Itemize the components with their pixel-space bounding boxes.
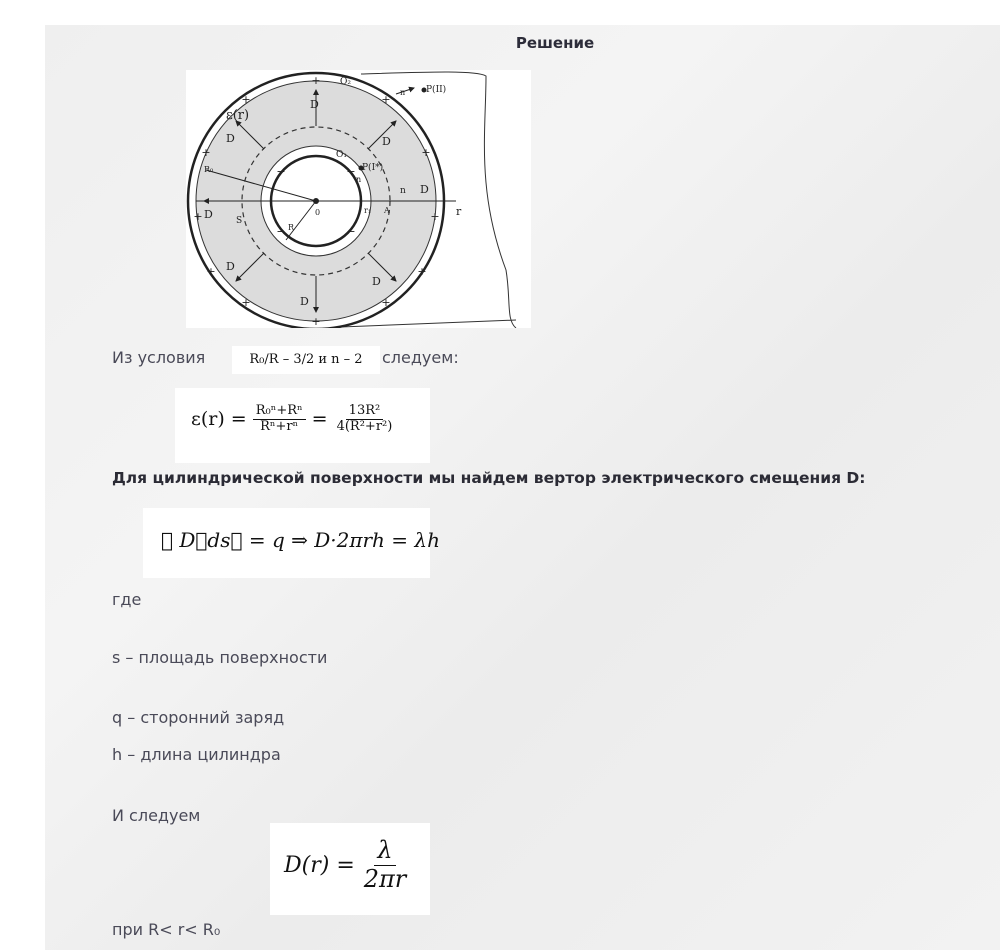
permittivity-formula: [175, 388, 430, 463]
svg-text:+: +: [430, 210, 440, 223]
point-p2-label: P(II): [426, 85, 447, 95]
svg-text:−: −: [346, 225, 356, 238]
svg-text:+: +: [421, 146, 431, 159]
normal-n1-label: n: [356, 175, 362, 184]
svg-text:+: +: [193, 210, 203, 223]
formula1-frac2-den: 4(R²+r²): [336, 418, 393, 434]
vector-d-label: D: [420, 183, 429, 196]
list-item: h – длина цилиндра: [112, 745, 281, 764]
formula2-text: ∮ D⃗ds⃗ = q ⇒ D·2πrh = λh: [161, 528, 440, 552]
svg-text:+: +: [241, 93, 251, 106]
vector-d-label: D: [310, 98, 319, 111]
section-heading: Для цилиндрической поверхности мы найдем вертор электрического смещения D:: [112, 469, 866, 487]
point-p1-label: P(I*): [362, 163, 384, 173]
vector-d-label: D: [226, 260, 235, 273]
formula1-frac2-num: 13R²: [346, 404, 384, 420]
formula1-eq: =: [311, 408, 328, 431]
formula1-frac1-den: Rⁿ+rⁿ: [260, 418, 299, 434]
svg-text:+: +: [311, 315, 321, 328]
normal-n2-label: n: [400, 88, 406, 97]
formula3-lhs: D(r) =: [284, 852, 355, 878]
svg-text:+: +: [417, 265, 427, 278]
displacement-result-formula: [270, 823, 430, 915]
formula3-num: λ: [374, 837, 395, 866]
point-a-label: A: [384, 206, 390, 215]
and-follows-label: И следуем: [112, 806, 201, 825]
vector-d-label: D: [372, 275, 381, 288]
svg-text:+: +: [381, 93, 391, 106]
formula3-den: 2πr: [363, 864, 407, 893]
condition-prefix: Из условия: [112, 348, 206, 367]
radius-r1-label: r₁: [364, 206, 372, 215]
svg-text:+: +: [311, 74, 321, 87]
where-label: где: [112, 590, 142, 609]
surface-s-label: S: [236, 216, 243, 226]
svg-text:+: +: [206, 265, 216, 278]
svg-text:+: +: [241, 296, 251, 309]
point-o2-label: O₂: [340, 77, 351, 87]
formula1-frac1-num: R₀ⁿ+Rⁿ: [253, 404, 306, 420]
list-item: s – площадь поверхности: [112, 648, 328, 667]
svg-text:−: −: [346, 165, 356, 178]
gauss-law-formula: [143, 508, 440, 578]
condition-inline-formula: R₀/R – 3/2 и n – 2: [232, 346, 380, 374]
svg-text:−: −: [276, 165, 286, 178]
svg-text:+: +: [201, 146, 211, 159]
list-item: q – сторонний заряд: [112, 708, 285, 727]
vector-d-label: D: [382, 135, 391, 148]
vector-d-label: D: [204, 208, 213, 221]
page-title: Решение: [515, 34, 595, 52]
condition-suffix: следуем:: [382, 348, 459, 367]
permittivity-label: ε(r): [226, 108, 250, 123]
svg-text:−: −: [276, 225, 286, 238]
range-condition: при R< r< R₀: [112, 920, 221, 939]
svg-text:+: +: [381, 296, 391, 309]
axis-r-label: r: [456, 205, 462, 218]
radius-r-label: R: [288, 223, 295, 232]
vector-d-label: D: [300, 295, 309, 308]
point-o1-label: O₁: [336, 150, 347, 160]
formula1-lhs: ε(r) =: [191, 408, 247, 431]
radius-r0-label: R₀: [204, 165, 214, 174]
normal-n-label: n: [400, 186, 406, 196]
vector-d-label: D: [226, 132, 235, 145]
origin-label: 0: [315, 208, 321, 217]
cylindrical-capacitor-figure: [186, 70, 531, 328]
